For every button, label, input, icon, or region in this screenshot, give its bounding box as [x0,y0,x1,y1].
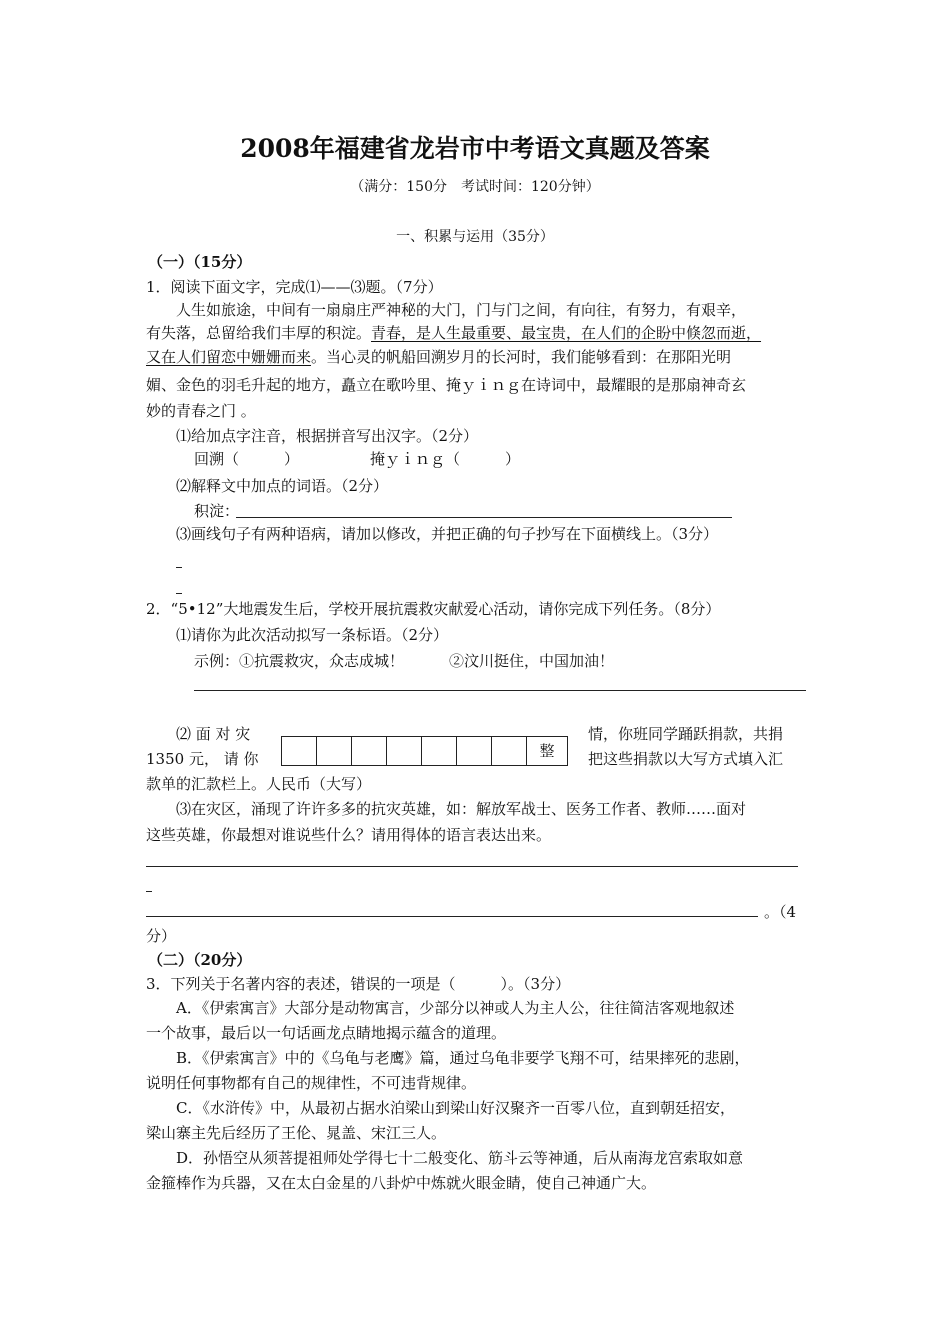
q1-passage-line3 [146,347,731,367]
q1-underlined-sentence-b: 又在人们留恋中姗姗而来 [146,348,312,366]
answer-line-mark [146,891,152,892]
q2-sub1: ⑴请你为此次活动拟写一条标语。（2分） [176,626,449,644]
q3-option-a-line1: A．《伊索寓言》大部分是动物寓言，少部分以神或人为主人公，往往简洁客观地叙述 [176,999,735,1017]
q1-passage-text: 。当心灵的帆船回溯岁月的长河时，我们能够看到：在那阳光明 [311,348,732,366]
q1-passage-line4: 媚、金色的羽毛升起的地方，矗立在歌吟里、掩ｙｉｎｇ在诗词中，最耀眼的是那扇神奇玄 [146,376,747,394]
q1-sub1: ⑴给加点字注音，根据拼音写出汉字。（2分） [176,427,479,445]
q2-sub2-line2: 1350 元， 请 你 [146,750,259,768]
q1-sub1-blank-a: 回溯（ ） [194,450,300,468]
answer-line-mark [176,567,182,568]
exam-info: （满分：150分 考试时间：120分钟） [350,179,600,195]
q2-sub3-answer-line1 [146,866,798,867]
q2-sub2-right2: 把这些捐款以大写方式填入汇 [588,750,784,768]
grid-cell-final: 整 [539,742,555,760]
answer-line-mark [176,593,182,594]
q2-stem: 2．“5•12”大地震发生后，学校开展抗震救灾献爱心活动，请你完成下列任务。（8分） [146,600,721,618]
q1-sub2-label: 积淀： [194,502,240,520]
grid-cell[interactable] [492,737,527,765]
q3-option-d-line1: D．孙悟空从须菩提祖师处学得七十二般变化、筋斗云等神通，后从南海龙宫索取如意 [176,1149,744,1167]
grid-cell[interactable] [282,737,317,765]
q1-passage-line2 [146,323,761,343]
q2-sub2-line1: ⑵ 面 对 灾 [176,725,251,743]
grid-cell[interactable] [457,737,492,765]
q3-option-b-line1: B．《伊索寓言》中的《乌龟与老鹰》篇，通过乌龟非要学飞翔不可，结果摔死的悲剧， [176,1049,750,1067]
q3-option-d-line2: 金箍棒作为兵器，又在太白金星的八卦炉中炼就火眼金睛，使自己神通广大。 [146,1174,657,1192]
q2-sub3-answer-line2 [146,916,758,917]
q1-passage-text: 有失落，总留给我们丰厚的积淀。 [146,324,372,342]
remittance-grid[interactable] [281,736,568,766]
q2-sub3-line2: 这些英雄，你最想对谁说些什么？请用得体的语言表达出来。 [146,826,552,844]
section-heading: 一、积累与运用（35分） [396,229,554,245]
q2-example: 示例：①抗震救灾，众志成城！ ②汶川挺住，中国加油！ [194,652,615,670]
q1-sub2-answer-line [236,517,732,518]
q1-sub2: ⑵解释文中加点的词语。（2分） [176,477,389,495]
q3-option-c-line2: 梁山寨主先后经历了王伦、晁盖、宋江三人。 [146,1124,447,1142]
grid-cell[interactable] [387,737,422,765]
q2-sub3-score-cont: 分） [146,927,177,945]
q2-sub2-right1: 情，你班同学踊跃捐款，共捐 [588,725,784,743]
part-one-heading: （一）（15分） [148,253,252,271]
q2-sub3-line1: ⑶在灾区，涌现了许许多多的抗灾英雄，如：解放军战士、医务工作者、教师……面对 [176,800,747,818]
q1-sub3: ⑶画线句子有两种语病，请加以修改，并把正确的句子抄写在下面横线上。（3分） [176,525,719,543]
grid-cell[interactable] [352,737,387,765]
q1-stem: 1．阅读下面文字，完成⑴——⑶题。（7分） [146,278,443,296]
q2-sub1-answer-line [194,690,806,691]
q2-sub2-line3: 款单的汇款栏上。人民币（大写） [146,775,372,793]
q3-stem: 3．下列关于名著内容的表述，错误的一项是（ ）。（3分） [146,975,571,993]
q3-option-c-line1: C．《水浒传》中，从最初占据水泊梁山到梁山好汉聚齐一百零八位，直到朝廷招安， [176,1099,735,1117]
q1-sub1-blank-b: 掩ｙｉｎｇ（ ） [370,450,521,468]
page-title: 2008年福建省龙岩市中考语文真题及答案 [240,134,710,163]
q3-option-a-line2: 一个故事，最后以一句话画龙点睛地揭示蕴含的道理。 [146,1024,507,1042]
q1-passage-line1: 人生如旅途，中间有一扇扇庄严神秘的大门，门与门之间，有向往，有努力，有艰辛， [176,301,747,319]
q1-underlined-sentence-a: 青春，是人生最重要、最宝贵，在人们的企盼中倏忽而逝， [371,324,762,342]
grid-cell[interactable] [422,737,457,765]
grid-cell[interactable] [317,737,352,765]
q3-option-b-line2: 说明任何事物都有自己的规律性，不可违背规律。 [146,1074,477,1092]
part-two-heading: （二）（20分） [148,951,252,969]
q1-passage-line5: 妙的青春之门 。 [146,402,256,420]
q2-sub3-score: 。（4 [764,903,797,921]
